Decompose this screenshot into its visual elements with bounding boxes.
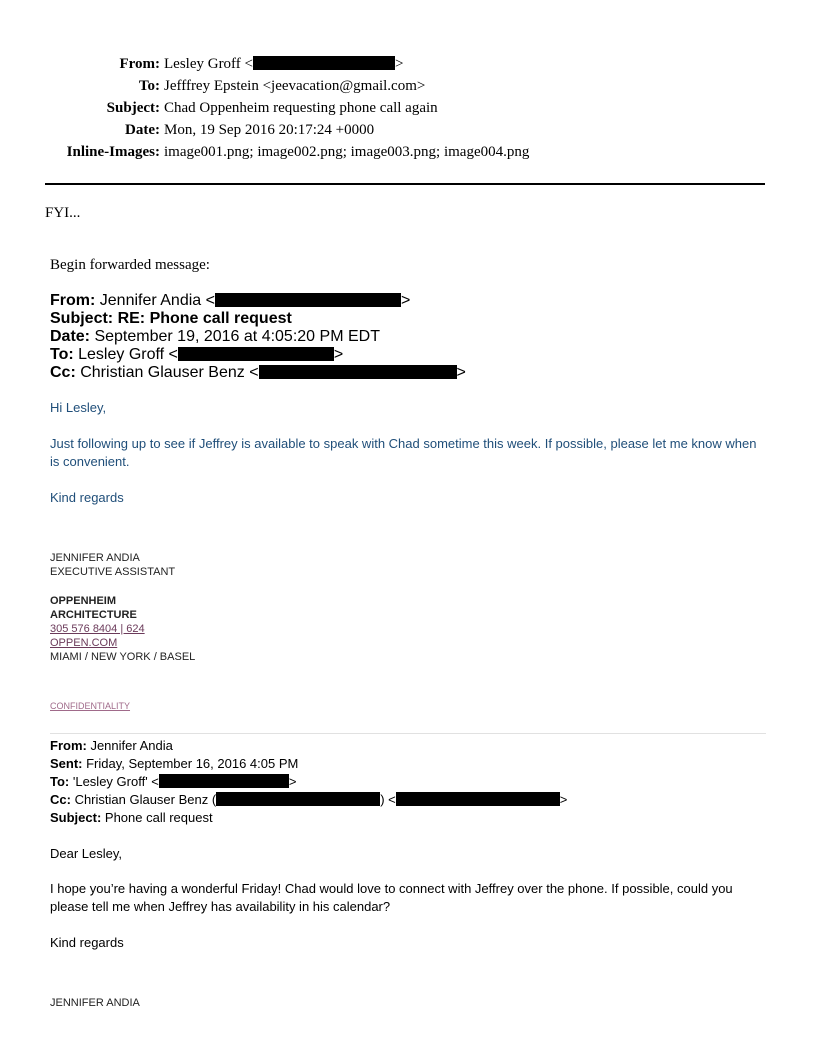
orig-cc-label: Cc: bbox=[50, 792, 71, 807]
from-name: Lesley Groff < bbox=[164, 56, 253, 72]
orig-from-row bbox=[50, 737, 567, 755]
orig-cc-row bbox=[50, 791, 567, 809]
redaction-block bbox=[396, 792, 560, 806]
signature-name: JENNIFER ANDIA bbox=[50, 552, 140, 564]
fwd-date-value: September 19, 2016 at 4:05:20 PM EDT bbox=[90, 328, 380, 345]
orig-subject-row bbox=[50, 809, 567, 827]
fwd-date-label: Date: bbox=[50, 328, 91, 345]
signature-locations: MIAMI / NEW YORK / BASEL bbox=[50, 651, 196, 663]
fwd-greeting: Hi Lesley, bbox=[50, 400, 107, 415]
fwd-to-row bbox=[50, 346, 466, 364]
signature-title: EXECUTIVE ASSISTANT bbox=[50, 566, 176, 578]
signature-company-line1: OPPENHEIM bbox=[50, 595, 117, 607]
orig-signature-name: JENNIFER ANDIA bbox=[50, 997, 140, 1009]
header-divider bbox=[45, 183, 765, 185]
fwd-date-row bbox=[50, 328, 466, 346]
date-label: Date: bbox=[125, 122, 160, 138]
orig-from-label: From: bbox=[50, 738, 87, 753]
fwd-subject-row bbox=[50, 310, 466, 328]
fwd-cc-value: Christian Glauser Benz < bbox=[75, 364, 259, 381]
forwarded-header bbox=[50, 292, 466, 382]
fwd-cc-row bbox=[50, 364, 466, 382]
orig-to-tail: > bbox=[288, 774, 297, 789]
date-value: Mon, 19 Sep 2016 20:17:24 +0000 bbox=[164, 122, 375, 138]
orig-greeting: Dear Lesley, bbox=[50, 846, 123, 861]
header-subject-row bbox=[40, 97, 780, 119]
orig-sent-value: Friday, September 16, 2016 4:05 PM bbox=[82, 756, 299, 771]
fwd-to-value: Lesley Groff < bbox=[73, 346, 178, 363]
from-tail: > bbox=[395, 56, 404, 72]
header-inline-images-row bbox=[40, 141, 780, 163]
header-date-row bbox=[40, 119, 780, 141]
signature-block bbox=[50, 551, 195, 664]
inline-images-label: Inline-Images: bbox=[66, 144, 160, 160]
signature-website-link[interactable]: OPPEN.COM bbox=[50, 637, 118, 649]
fwd-from-label: From: bbox=[50, 292, 96, 309]
orig-from-value: Jennifer Andia bbox=[86, 738, 173, 753]
orig-to-label: To: bbox=[50, 774, 70, 789]
from-label: From: bbox=[119, 56, 160, 72]
begin-forwarded-text: Begin forwarded message: bbox=[50, 257, 210, 273]
redaction-block bbox=[178, 347, 334, 361]
fyi-text: FYI... bbox=[45, 205, 81, 221]
fwd-cc-tail: > bbox=[456, 364, 466, 381]
orig-sent-row bbox=[50, 755, 567, 773]
to-value: Jefffrey Epstein <jeevacation@gmail.com> bbox=[164, 78, 426, 94]
fwd-from-tail: > bbox=[400, 292, 411, 309]
email-header bbox=[40, 53, 780, 163]
subject-label: Subject: bbox=[106, 100, 160, 116]
fwd-closing: Kind regards bbox=[50, 490, 124, 505]
inline-images-value: image001.png; image002.png; image003.png; image004.png bbox=[164, 144, 530, 160]
fwd-subject: Subject: RE: Phone call request bbox=[50, 310, 292, 327]
signature-company-line2: ARCHITECTURE bbox=[50, 609, 137, 621]
header-from-row bbox=[40, 53, 780, 75]
orig-to-value: 'Lesley Groff' < bbox=[69, 774, 159, 789]
orig-cc-mid: ) < bbox=[380, 792, 396, 807]
orig-to-row bbox=[50, 773, 567, 791]
fwd-to-label: To: bbox=[50, 346, 74, 363]
fwd-cc-label: Cc: bbox=[50, 364, 76, 381]
fwd-from-value: Jennifer Andia < bbox=[95, 292, 215, 309]
redaction-block bbox=[159, 774, 289, 788]
orig-paragraph: I hope you’re having a wonderful Friday! Chad would love to connect with Jeffrey over the phone. If possible, could you please tell me when Jeffrey has availability in his calendar? bbox=[50, 881, 733, 914]
fwd-paragraph: Just following up to see if Jeffrey is available to speak with Chad sometime this week. If possible, please let me know when is convenient. bbox=[50, 436, 757, 469]
redaction-block bbox=[259, 365, 457, 379]
subject-value: Chad Oppenheim requesting phone call again bbox=[164, 100, 438, 116]
orig-closing: Kind regards bbox=[50, 935, 124, 950]
orig-subject-value: Phone call request bbox=[101, 810, 213, 825]
redaction-block bbox=[253, 56, 395, 70]
confidentiality-link[interactable]: CONFIDENTIALITY bbox=[50, 701, 131, 711]
original-header bbox=[50, 737, 567, 827]
fwd-from-row bbox=[50, 292, 466, 310]
orig-subject-label: Subject: bbox=[50, 810, 102, 825]
redaction-block bbox=[215, 293, 401, 307]
from-value bbox=[164, 53, 403, 75]
signature-phone-link[interactable]: 305 576 8404 | 624 bbox=[50, 623, 145, 635]
redaction-block bbox=[216, 792, 380, 806]
orig-cc-value: Christian Glauser Benz ( bbox=[70, 792, 217, 807]
orig-cc-tail: > bbox=[559, 792, 568, 807]
fwd-to-tail: > bbox=[333, 346, 344, 363]
orig-sent-label: Sent: bbox=[50, 756, 83, 771]
to-label: To: bbox=[138, 78, 160, 94]
message-divider bbox=[50, 733, 766, 734]
header-to-row bbox=[40, 75, 780, 97]
